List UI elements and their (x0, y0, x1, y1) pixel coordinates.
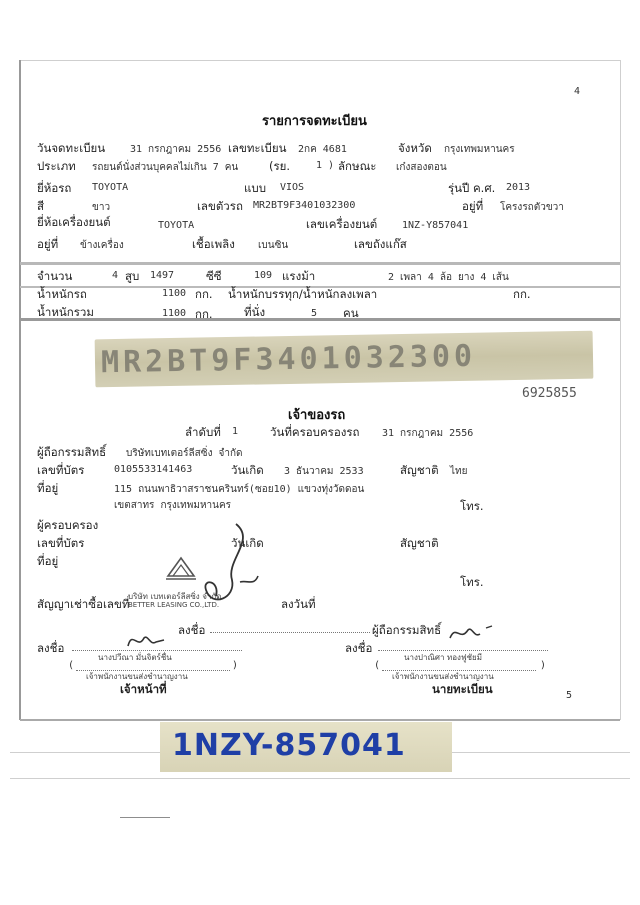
nation-value: ไทย (450, 466, 468, 477)
style-label: ลักษณะ (338, 159, 377, 173)
year-value: 2013 (506, 182, 531, 193)
load-label: น้ำหนักบรรทุก/น้ำหนักลงเพลา (228, 287, 378, 301)
right-paren: ( (374, 660, 381, 671)
birth-value: 3 ธันวาคม 2533 (284, 466, 364, 477)
right-name: นางปาณิศา ทองฟูชัยมี (404, 653, 483, 662)
cc-value: 1497 (150, 270, 175, 281)
province-value: กรุงเทพมหานคร (444, 144, 515, 155)
type-code-label: (รย. (269, 159, 291, 173)
left-paren: ( (68, 660, 75, 671)
location-label: อยู่ที่ (462, 199, 484, 213)
page-title: รายการจดทะเบียน (262, 114, 367, 129)
owner-signature-icon (196, 520, 268, 615)
model-value: VIOS (280, 182, 305, 193)
company-logo-icon (164, 552, 198, 584)
scan-smear (20, 262, 620, 265)
sign-label-left: ลงชื่อ (37, 641, 65, 655)
reg-date-value: 31 กรกฎาคม 2556 (130, 144, 222, 155)
cyl-unit: สูบ (125, 269, 140, 283)
card-value: 0105533141463 (114, 464, 193, 475)
stamp-text: MR2BT9F3401032300 (100, 338, 477, 381)
scan-smear (20, 318, 620, 321)
location-value: โครงรถตัวขวา (500, 202, 564, 213)
short-rule (120, 817, 170, 818)
gross-value: 1100 (162, 308, 187, 319)
chassis-label: เลขตัวรถ (197, 199, 243, 213)
type-code-value: 1 ) (316, 160, 335, 171)
cyl-value: 4 (112, 270, 119, 281)
left-role-small: เจ้าพนักงานขนส่งชำนาญงาน (86, 672, 188, 681)
seats-value: 5 (311, 308, 318, 319)
card2-label: เลขที่บัตร (37, 536, 85, 550)
since-label: วันที่ครอบครองรถ (270, 425, 360, 439)
holder-signature-icon (446, 620, 496, 646)
seats-unit: คน (343, 306, 359, 320)
engine-no-value: 1NZ-Y857041 (402, 220, 469, 231)
reg-date-label: วันจดทะเบียน (37, 141, 106, 155)
model-label: แบบ (244, 181, 267, 195)
left-paren-close: ) (232, 660, 239, 671)
bottom-border (20, 719, 620, 721)
type-label: ประเภท (37, 159, 76, 173)
birth2-label: วันเกิด (231, 536, 264, 550)
addr-line1: 115 ถนนพาธิวาสราชนครินทร์(ซอย10) แขวงทุ่งวัดดอน (114, 484, 365, 495)
hp-value: 109 (254, 270, 273, 281)
contract-date-label: ลงวันที่ (281, 597, 316, 611)
engine-brand-value: TOYOTA (158, 220, 195, 231)
contract-label: สัญญาเช่าซื้อเลขที่ (37, 597, 130, 611)
right-border (620, 60, 621, 720)
type-value: รถยนต์นั่งส่วนบุคคลไม่เกิน 7 คน (92, 162, 239, 173)
engine-brand-label: ยี่ห้อเครื่องยนต์ (37, 215, 111, 229)
top-edge (20, 60, 620, 61)
company-stamp: บริษัท เบทเตอร์ลีสซิ่ง จำกัด (128, 592, 222, 601)
engine-loc-label: อยู่ที่ (37, 237, 59, 251)
center-sign-line (210, 632, 370, 633)
addr-label: ที่อยู่ (37, 481, 59, 495)
fuel-label: เชื้อเพลิง (192, 237, 235, 251)
brand-label: ยี่ห้อรถ (37, 181, 72, 195)
handwritten-text: 1NZY-857041 (172, 728, 406, 763)
owner-heading: เจ้าของรถ (288, 408, 346, 423)
load-unit: กก. (513, 287, 531, 301)
engine-no-label: เลขเครื่องยนต์ (306, 217, 378, 231)
tel-label: โทร. (460, 499, 484, 513)
brand-value: TOYOTA (92, 182, 129, 193)
color-label: สี (37, 199, 45, 213)
plate-label: เลขทะเบียน (228, 141, 287, 155)
addr2-label: ที่อยู่ (37, 554, 59, 568)
since-value: 31 กรกฎาคม 2556 (382, 428, 474, 439)
left-border (19, 60, 21, 720)
plate-value: 2กค 4681 (298, 144, 347, 155)
seq-label: ลำดับที่ (185, 425, 221, 439)
scan-line (10, 778, 630, 779)
company-stamp-en: BETTER LEASING CO.,LTD. (128, 601, 220, 609)
left-name: นางปวีณา มั่นจิตร์ชื่น (98, 653, 172, 662)
seq-value: 1 (232, 426, 239, 437)
sign-label-right: ลงชื่อ (345, 641, 373, 655)
weight-unit: กก. (195, 287, 213, 301)
tank-label: เลขถังแก๊ส (354, 237, 407, 251)
holder-value: บริษัทเบทเตอร์ลีสซิ่ง จำกัด (126, 448, 243, 459)
weight-label: น้ำหนักรถ (37, 287, 87, 301)
birth-label: วันเกิด (231, 463, 264, 477)
tel2-label: โทร. (460, 575, 484, 589)
hp-unit: แรงม้า (282, 269, 316, 283)
right-role-small: เจ้าพนักงานขนส่งชำนาญงาน (392, 672, 494, 681)
seats-label: ที่นั่ง (244, 305, 266, 319)
sign-label-center: ลงชื่อ (178, 623, 206, 637)
chassis-rubbing-stamp (95, 331, 594, 388)
page-number: 4 (574, 86, 581, 97)
right-paren-close: ) (540, 660, 547, 671)
chassis-value: MR2BT9F3401032300 (253, 200, 356, 211)
stamp-partial: 6925855 (522, 386, 577, 401)
fuel-value: เบนซิน (258, 240, 289, 251)
nation-label: สัญชาติ (400, 463, 439, 477)
handwritten-engine-label (160, 722, 452, 772)
year-label: รุ่นปี ค.ศ. (448, 181, 496, 195)
holder-label: ผู้ถือกรรมสิทธิ์ (37, 445, 107, 459)
page-number-bottom: 5 (566, 690, 573, 701)
engine-loc-value: ข้างเครื่อง (80, 240, 124, 251)
left-signature-icon (124, 626, 168, 654)
province-label: จังหวัด (398, 141, 432, 155)
axle-text: 2 เพลา 4 ล้อ ยาง 4 เส้น (388, 272, 509, 283)
weight-value: 1100 (162, 288, 187, 299)
style-value: เก๋งสองตอน (396, 162, 447, 173)
gross-unit: กก. (195, 307, 213, 321)
possessor-label: ผู้ครอบครอง (37, 518, 99, 532)
right-role: นายทะเบียน (432, 682, 493, 696)
color-value: ขาว (92, 202, 111, 213)
nation2-label: สัญชาติ (400, 536, 439, 550)
card-label: เลขที่บัตร (37, 463, 85, 477)
count-label: จำนวน (37, 269, 73, 283)
holder-sign-label: ผู้ถือกรรมสิทธิ์ (372, 623, 442, 637)
left-role: เจ้าหน้าที่ (120, 682, 167, 696)
cc-unit: ซีซี (206, 269, 222, 283)
addr-line2: เขตสาทร กรุงเทพมหานคร (114, 500, 232, 511)
gross-label: น้ำหนักรวม (37, 305, 94, 319)
